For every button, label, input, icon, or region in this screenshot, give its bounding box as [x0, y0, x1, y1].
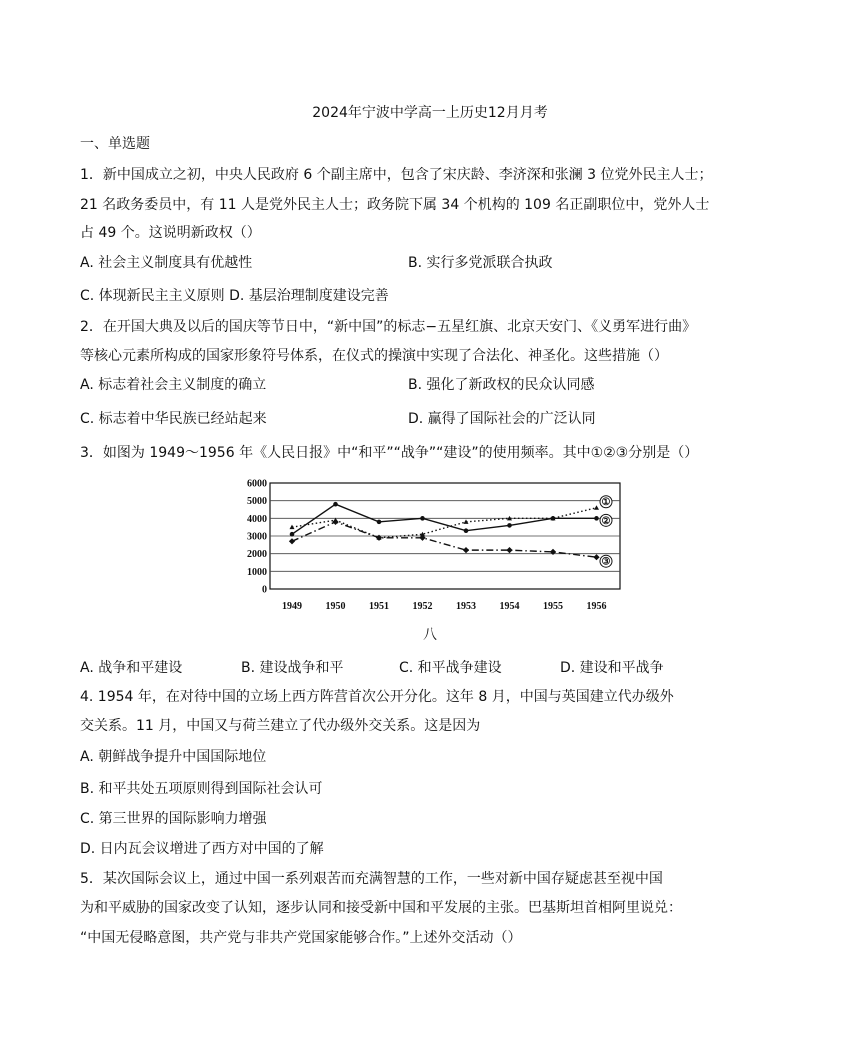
x-tick-label: 1951 [369, 601, 389, 612]
data-point [506, 547, 512, 553]
x-tick-label: 1950 [325, 601, 346, 612]
data-point [593, 554, 599, 560]
x-tick-label: 1952 [412, 601, 433, 612]
q3-option-c[interactable]: C. 和平战争建设 [399, 660, 502, 676]
q5-stem-line1: 5．某次国际会议上，通过中国一系列艰苦而充满智慧的工作，一些对新中国存疑虑甚至视中国 [80, 871, 663, 887]
x-tick-label: 1953 [456, 601, 476, 612]
series-label: ③ [601, 556, 611, 568]
q1-option-a[interactable]: A. 社会主义制度具有优越性 [80, 255, 253, 271]
usage-frequency-chart [247, 476, 630, 616]
q4-stem-line2: 交关系。11 月，中国又与荷兰建立了代办级外交关系。这是因为 [80, 718, 481, 734]
q2-option-d[interactable]: D. 赢得了国际社会的广泛认同 [408, 411, 596, 427]
x-tick-label: 1955 [543, 601, 563, 612]
x-tick-label: 1954 [499, 601, 520, 612]
data-point [420, 516, 425, 521]
q3-option-b[interactable]: B. 建设战争和平 [241, 660, 344, 676]
q4-stem-line1: 4. 1954 年，在对待中国的立场上西方阵营首次公开分化。这年 8 月，中国与英国建立代办级外 [80, 689, 674, 705]
q1-option-cd[interactable]: C. 体现新民主主义原则 D. 基层治理制度建设完善 [80, 288, 389, 304]
series-line-2 [292, 504, 597, 534]
data-point [594, 516, 599, 521]
y-tick-label: 6000 [247, 478, 267, 490]
q5-stem-line3: “中国无侵略意图，共产党与非共产党国家能够合作。”上述外交活动（） [80, 930, 522, 946]
y-tick-label: 2000 [247, 549, 267, 561]
y-tick-label: 3000 [247, 531, 267, 543]
page-title: 2024年宁波中学高一上历史12月月考 [312, 105, 548, 121]
figure-caption: 八 [423, 627, 437, 643]
q1-stem-line1: 1．新中国成立之初，中央人民政府 6 个副主席中，包含了宋庆龄、李济深和张澜 3 位党外民主人士； [80, 167, 713, 183]
q3-stem-line1: 3．如图为 1949～1956 年《人民日报》中“和平”“战争”“建设”的使用频率。其中①②③分别是（） [80, 445, 699, 461]
q5-stem-line2: 为和平威胁的国家改变了认知，逐步认同和接受新中国和平发展的主张。巴基斯坦首相阿里说兑： [80, 900, 682, 916]
data-point [594, 505, 599, 510]
q2-stem-line1: 2．在开国大典及以后的国庆等节日中，“新中国”的标志−五星红旗、北京天安门、《义勇军进行曲》 [80, 319, 697, 335]
q2-option-b[interactable]: B. 强化了新政权的民众认同感 [408, 377, 595, 393]
q4-option-d[interactable]: D. 日内瓦会议增进了西方对中国的了解 [80, 841, 324, 857]
q4-option-c[interactable]: C. 第三世界的国际影响力增强 [80, 811, 267, 827]
q1-stem-line2: 21 名政务委员中，有 11 人是党外民主人士；政务院下属 34 个机构的 109 名正副职位中，党外人士 [80, 197, 710, 213]
data-point [289, 538, 295, 544]
data-point [290, 532, 295, 537]
q1-stem-line3: 占 49 个。这说明新政权（） [80, 225, 261, 241]
q2-option-c[interactable]: C. 标志着中华民族已经站起来 [80, 411, 267, 427]
series-label: ① [601, 497, 611, 509]
y-tick-label: 4000 [247, 513, 267, 525]
y-tick-label: 5000 [247, 496, 267, 508]
data-point [332, 519, 338, 525]
series-label: ② [601, 515, 611, 527]
section-heading: 一、单选题 [80, 136, 150, 152]
data-point [550, 549, 556, 555]
q4-option-a[interactable]: A. 朝鲜战争提升中国国际地位 [80, 749, 267, 765]
data-point [551, 516, 556, 521]
data-point [463, 547, 469, 553]
q2-option-a[interactable]: A. 标志着社会主义制度的确立 [80, 377, 267, 393]
x-tick-label: 1956 [586, 601, 607, 612]
data-point [333, 502, 338, 507]
q3-option-d[interactable]: D. 建设和平战争 [560, 660, 664, 676]
y-tick-label: 1000 [247, 566, 267, 578]
x-tick-label: 1949 [282, 601, 302, 612]
data-point [507, 523, 512, 528]
data-point [376, 535, 382, 541]
data-point [377, 520, 382, 525]
y-tick-label: 0 [262, 584, 267, 596]
data-point [290, 525, 295, 530]
q3-option-a[interactable]: A. 战争和平建设 [80, 660, 183, 676]
data-point [464, 528, 469, 533]
q1-option-b[interactable]: B. 实行多党派联合执政 [408, 255, 553, 271]
q2-stem-line2: 等核心元素所构成的国家形象符号体系，在仪式的操演中实现了合法化、神圣化。这些措施（） [80, 348, 668, 364]
data-point [464, 519, 469, 524]
data-point [419, 535, 425, 541]
q4-option-b[interactable]: B. 和平共处五项原则得到国际社会认可 [80, 781, 323, 797]
